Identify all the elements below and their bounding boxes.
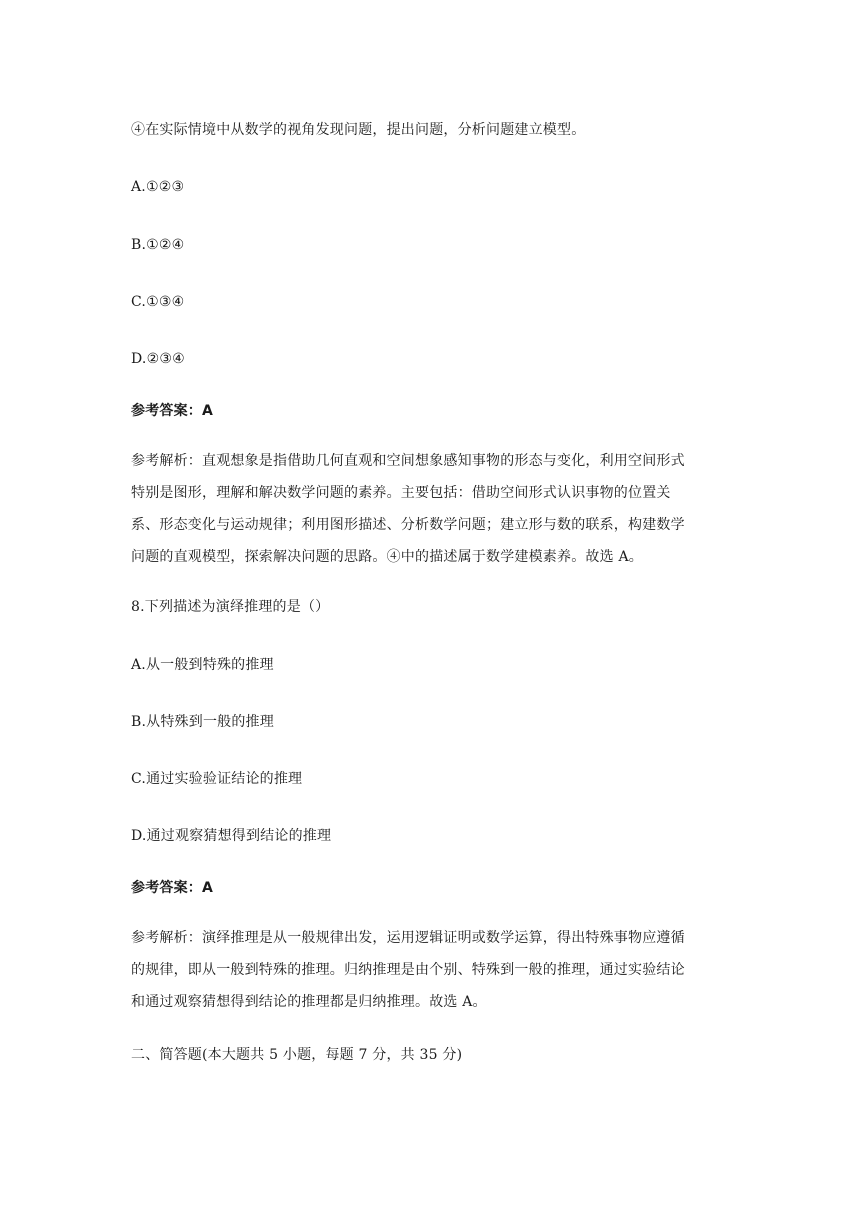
q8-option-a: A.从一般到特殊的推理: [131, 657, 274, 673]
q7-explanation-line: 系、形态变化与运动规律；利用图形描述、分析数学问题；建立形与数的联系，构建数学: [131, 517, 685, 533]
q7-explanation-line: 参考解析：直观想象是指借助几何直观和空间想象感知事物的形态与变化，利用空间形式: [131, 453, 685, 469]
q7-explanation: [131, 445, 685, 573]
q7-option-c: C.①③④: [131, 294, 185, 310]
q7-answer: 参考答案：A: [131, 403, 214, 419]
q8-explanation-line: 参考解析：演绎推理是从一般规律出发，运用逻辑证明或数学运算，得出特殊事物应遵循: [131, 930, 685, 946]
q8-stem: 8.下列描述为演绎推理的是（）: [131, 599, 330, 615]
q7-explanation-line: 特别是图形，理解和解决数学问题的素养。主要包括：借助空间形式认识事物的位置关: [131, 485, 671, 501]
q7-item-4: ④在实际情境中从数学的视角发现问题，提出问题，分析问题建立模型。: [131, 122, 586, 138]
q8-option-c: C.通过实验验证结论的推理: [131, 771, 303, 787]
q8-option-d: D.通过观察猜想得到结论的推理: [131, 828, 332, 844]
q7-option-a: A.①②③: [131, 179, 185, 195]
q7-explanation-line: 问题的直观模型，探索解决问题的思路。④中的描述属于数学建模素养。故选 A。: [131, 549, 643, 565]
q8-answer: 参考答案：A: [131, 880, 214, 896]
q8-explanation: [131, 922, 685, 1018]
q7-option-b: B.①②④: [131, 237, 185, 253]
q7-option-d: D.②③④: [131, 351, 185, 367]
q8-explanation-line: 和通过观察猜想得到结论的推理都是归纳推理。故选 A。: [131, 994, 487, 1010]
section-2-heading: 二、简答题(本大题共 5 小题，每题 7 分，共 35 分): [131, 1047, 463, 1063]
q8-option-b: B.从特殊到一般的推理: [131, 714, 274, 730]
q8-explanation-line: 的规律，即从一般到特殊的推理。归纳推理是由个别、特殊到一般的推理，通过实验结论: [131, 962, 685, 978]
